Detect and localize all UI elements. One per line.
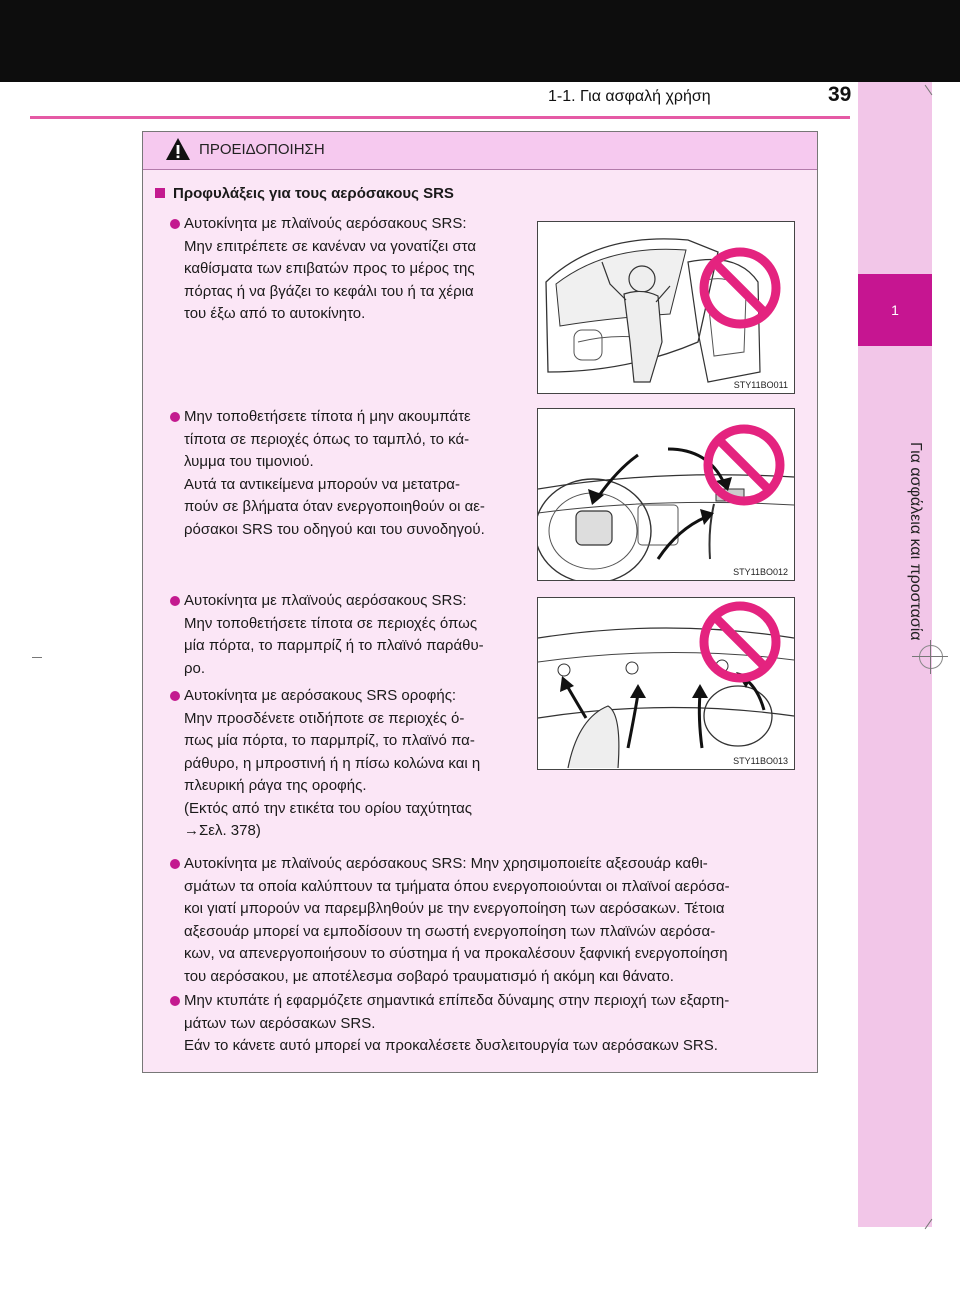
prohibited-icon <box>700 421 788 509</box>
subheading-text: Προφυλάξεις για τους αερόσακους SRS <box>173 185 454 202</box>
round-bullet-icon <box>170 996 180 1006</box>
text-line: Μην τοποθετήσετε τίποτα σε περιοχές όπως <box>184 614 478 632</box>
warning-subheading <box>155 185 454 202</box>
page-number: 39 <box>828 83 852 106</box>
text-line: μία πόρτα, το παρμπρίζ ή το πλαϊνό παράθυ- <box>184 637 484 654</box>
text-line: Αυτοκίνητα με αερόσακους SRS οροφής: <box>184 687 457 704</box>
text-line: Μην κτυπάτε ή εφαρμόζετε σημαντικά επίπεδα δύναμης στην περιοχή των εξαρτη- <box>184 992 730 1009</box>
prohibited-icon <box>696 598 784 686</box>
text-line: κοι γιατί μπορούν να παρεμβληθούν με την ενεργοποίηση των αερόσακων. Τέτοια <box>184 900 725 917</box>
text-line: Αυτοκίνητα με πλαϊνούς αερόσακους SRS: <box>184 592 467 609</box>
text-line: λυμμα του τιμονιού. <box>184 453 314 470</box>
list-item <box>184 853 811 988</box>
text-line: σμάτων τα οποία καλύπτουν τα τμήματα όπου ενεργοποιούνται οι πλαϊνοί αερόσα- <box>184 877 730 895</box>
text-line: Μην επιτρέπετε σε κανέναν να γονατίζει στα <box>184 237 477 255</box>
round-bullet-icon <box>170 219 180 229</box>
warning-header <box>143 132 817 170</box>
text-line: καθίσματα των επιβατών προς το μέρος της <box>184 260 475 277</box>
text-line: μάτων των αερόσακων SRS. <box>184 1014 376 1032</box>
text-line: αξεσουάρ μπορεί να εμποδίσουν τη σωστή ενεργοποίηση των πλαϊνών αερόσα- <box>184 922 716 940</box>
text-line: πούν σε βλήματα όταν ενεργοποιηθούν οι αε- <box>184 498 485 515</box>
warning-triangle-icon <box>165 137 191 161</box>
list-item <box>184 590 520 680</box>
reference-text: Σελ. 378) <box>199 822 261 839</box>
list-item <box>184 406 520 541</box>
prohibited-icon <box>696 244 784 332</box>
text-line: πόρτας ή να βγάζει το κεφάλι του ή τα χέρια <box>184 282 474 300</box>
crop-mark <box>32 657 42 658</box>
text-line: του έξω από το αυτοκίνητο. <box>184 305 366 322</box>
round-bullet-icon <box>170 596 180 606</box>
text-line: κων, να απενεργοποιήσουν το σύστημα ή να προκαλέσουν ξαφνική ενεργοποίηση <box>184 945 728 962</box>
reference-arrow-icon: → <box>184 822 199 839</box>
illustration-code: STY11BO013 <box>733 756 788 766</box>
illustration-code: STY11BO012 <box>733 567 788 577</box>
text-line: Μην προσδένετε οτιδήποτε σε περιοχές ό- <box>184 709 465 727</box>
text-line: Μην τοποθετήσετε τίποτα ή μην ακουμπάτε <box>184 408 471 425</box>
warning-body <box>143 170 817 1072</box>
text-line: ρο. <box>184 659 206 677</box>
chapter-title: Για ασφάλεια και προστασία <box>907 441 924 641</box>
text-line: Αυτοκίνητα με πλαϊνούς αερόσακους SRS: Μην χρησιμοποιείτε αξεσουάρ καθι- <box>184 855 708 872</box>
section-title: 1-1. Για ασφαλή χρήση <box>548 88 711 105</box>
header-rule <box>30 116 850 119</box>
text-line: τίποτα σε περιοχές όπως το ταμπλό, το κά- <box>184 430 470 448</box>
warning-title: ΠΡΟΕΙΔΟΠΟΙΗΣΗ <box>199 141 325 158</box>
illustration-dashboard <box>537 408 795 581</box>
text-line: Αυτοκίνητα με πλαϊνούς αερόσακους SRS: <box>184 215 467 232</box>
round-bullet-icon <box>170 412 180 422</box>
text-line: (Εκτός από την ετικέτα του ορίου ταχύτητας <box>184 799 473 817</box>
text-line: Αυτά τα αντικείμενα μπορούν να μετατρα- <box>184 475 460 493</box>
crop-mark <box>930 640 931 674</box>
illustration-code: STY11BO011 <box>733 380 788 390</box>
list-item <box>184 685 520 843</box>
top-black-bar <box>0 0 960 82</box>
text-line: Εάν το κάνετε αυτό μπορεί να προκαλέσετε δυσλειτουργία των αερόσακων SRS. <box>184 1037 718 1054</box>
warning-box <box>142 131 818 1073</box>
list-item <box>184 213 520 326</box>
text-line: του αερόσακου, με αποτέλεσμα σοβαρό τραυματισμό ή ακόμη και θάνατο. <box>184 967 674 985</box>
chapter-number: 1 <box>858 274 932 346</box>
round-bullet-icon <box>170 859 180 869</box>
text-line: πλευρική ράγα της οροφής. <box>184 777 367 794</box>
square-bullet-icon <box>155 188 165 198</box>
round-bullet-icon <box>170 691 180 701</box>
page-reference <box>184 820 520 843</box>
registration-mark <box>919 645 943 669</box>
text-line: ράθυρο, η μπροστινή ή η πίσω κολώνα και η <box>184 754 481 772</box>
list-item <box>184 990 811 1058</box>
illustration-windshield <box>537 597 795 770</box>
text-line: ρόσακοι SRS του οδηγού και του συνοδηγού. <box>184 520 485 538</box>
text-line: πως μία πόρτα, το παρμπρίζ, το πλαϊνό πα- <box>184 732 475 749</box>
illustration-passenger-door <box>537 221 795 394</box>
